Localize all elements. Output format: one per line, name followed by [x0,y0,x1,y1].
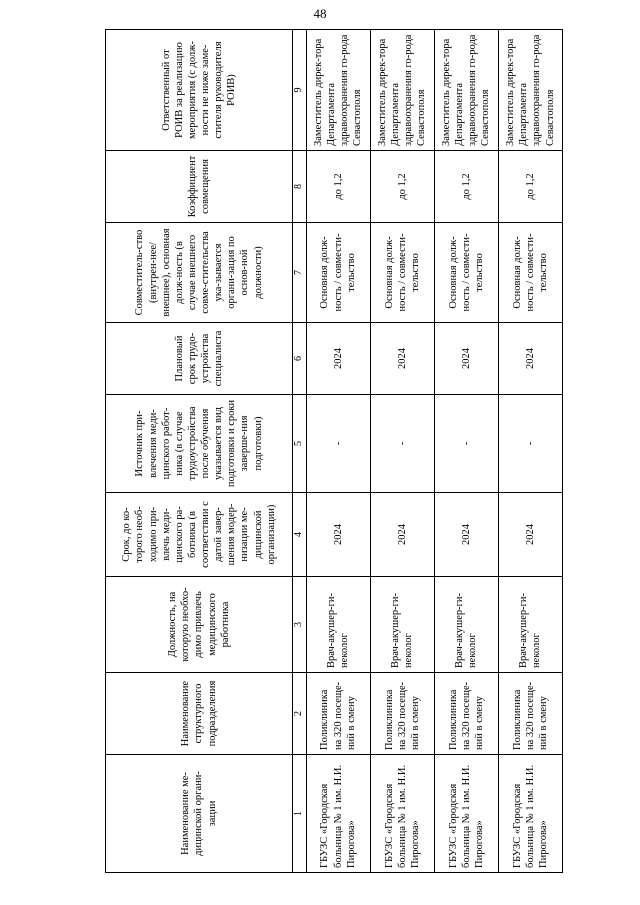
header-cell: Коэффициент совмещения [106,151,293,223]
staffing-table [105,29,563,873]
header-cell: Наименование ме-дицинской органи-зации [106,755,293,873]
rotated-table-wrapper [105,30,563,873]
cell-organization: ГБУЗС «Городская больница № 1 им. Н.И. Пирогова» [306,755,370,873]
column-number: 4 [293,493,307,577]
cell-combination: Основная долж-ность / совмести-тельство [306,223,370,323]
cell-deadline: 2024 [498,493,562,577]
cell-organization: ГБУЗС «Городская больница № 1 им. Н.И. Пирогова» [434,755,498,873]
column-number: 7 [293,223,307,323]
cell-organization: ГБУЗС «Городская больница № 1 им. Н.И. Пирогова» [498,755,562,873]
cell-coefficient: до 1,2 [434,151,498,223]
cell-responsible: Заместитель дирек-тора Департамента здравоохранения го-рода Севастополя [370,30,434,151]
header-cell: Источник при-влечения меди-цинского работ-ника (в случае трудоустройства после обучения указывается вид подготовки и сроки заверше-ния подготовки) [106,395,293,493]
page-number: 48 [313,6,327,21]
cell-combination: Основная долж-ность / совмести-тельство [370,223,434,323]
cell-responsible: Заместитель дирек-тора Департамента здравоохранения го-рода Севастополя [498,30,562,151]
column-number: 6 [293,323,307,395]
cell-department: Поликлиника на 320 посеще-ний в смену [306,673,370,755]
cell-department: Поликлиника на 320 посеще-ний в смену [370,673,434,755]
header-cell: Ответственный от РОИВ за реализацию мероприятия (с долж-ности не ниже заме-стителя руководителя РОИВ) [106,30,293,151]
table-row [434,30,498,873]
cell-position: Врач-акушер-ги-неколог [306,577,370,673]
cell-source: - [306,395,370,493]
table-row [306,30,370,873]
cell-hire-date: 2024 [370,323,434,395]
header-cell: Срок, до ко-торого необ-ходимо при-влечь меди-цинского ра-ботника (в соответствии с датой завер-шения модер-низации ме-дицинской организации) [106,493,293,577]
column-number: 3 [293,577,307,673]
table-row [498,30,562,873]
cell-coefficient: до 1,2 [498,151,562,223]
cell-deadline: 2024 [434,493,498,577]
cell-position: Врач-акушер-ги-неколог [370,577,434,673]
cell-deadline: 2024 [306,493,370,577]
header-cell: Совместитель-ство (внутрен-нее/внешнее), основная долж-ность (в случае внешнего совме-стительства ука-зывается органи-зация по основ-ной должности) [106,223,293,323]
cell-combination: Основная долж-ность / совмести-тельство [498,223,562,323]
cell-hire-date: 2024 [434,323,498,395]
header-row [106,30,293,873]
column-number-row [293,30,307,873]
header-cell: Плановый срок трудо-устройства специалиста [106,323,293,395]
column-number: 8 [293,151,307,223]
column-number: 9 [293,30,307,151]
column-number: 2 [293,673,307,755]
cell-deadline: 2024 [370,493,434,577]
cell-position: Врач-акушер-ги-неколог [498,577,562,673]
cell-responsible: Заместитель дирек-тора Департамента здравоохранения го-рода Севастополя [306,30,370,151]
cell-department: Поликлиника на 320 посеще-ний в смену [498,673,562,755]
column-number: 5 [293,395,307,493]
cell-responsible: Заместитель дирек-тора Департамента здравоохранения го-рода Севастополя [434,30,498,151]
cell-coefficient: до 1,2 [306,151,370,223]
cell-hire-date: 2024 [498,323,562,395]
cell-source: - [434,395,498,493]
cell-organization: ГБУЗС «Городская больница № 1 им. Н.И. Пирогова» [370,755,434,873]
cell-source: - [498,395,562,493]
cell-position: Врач-акушер-ги-неколог [434,577,498,673]
cell-source: - [370,395,434,493]
cell-department: Поликлиника на 320 посеще-ний в смену [434,673,498,755]
header-cell: Наименование структурного подразделения [106,673,293,755]
cell-hire-date: 2024 [306,323,370,395]
header-cell: Должность, на которую необхо-димо привлечь медицинского работника [106,577,293,673]
cell-combination: Основная долж-ность / совмести-тельство [434,223,498,323]
column-number: 1 [293,755,307,873]
cell-coefficient: до 1,2 [370,151,434,223]
table-row [370,30,434,873]
